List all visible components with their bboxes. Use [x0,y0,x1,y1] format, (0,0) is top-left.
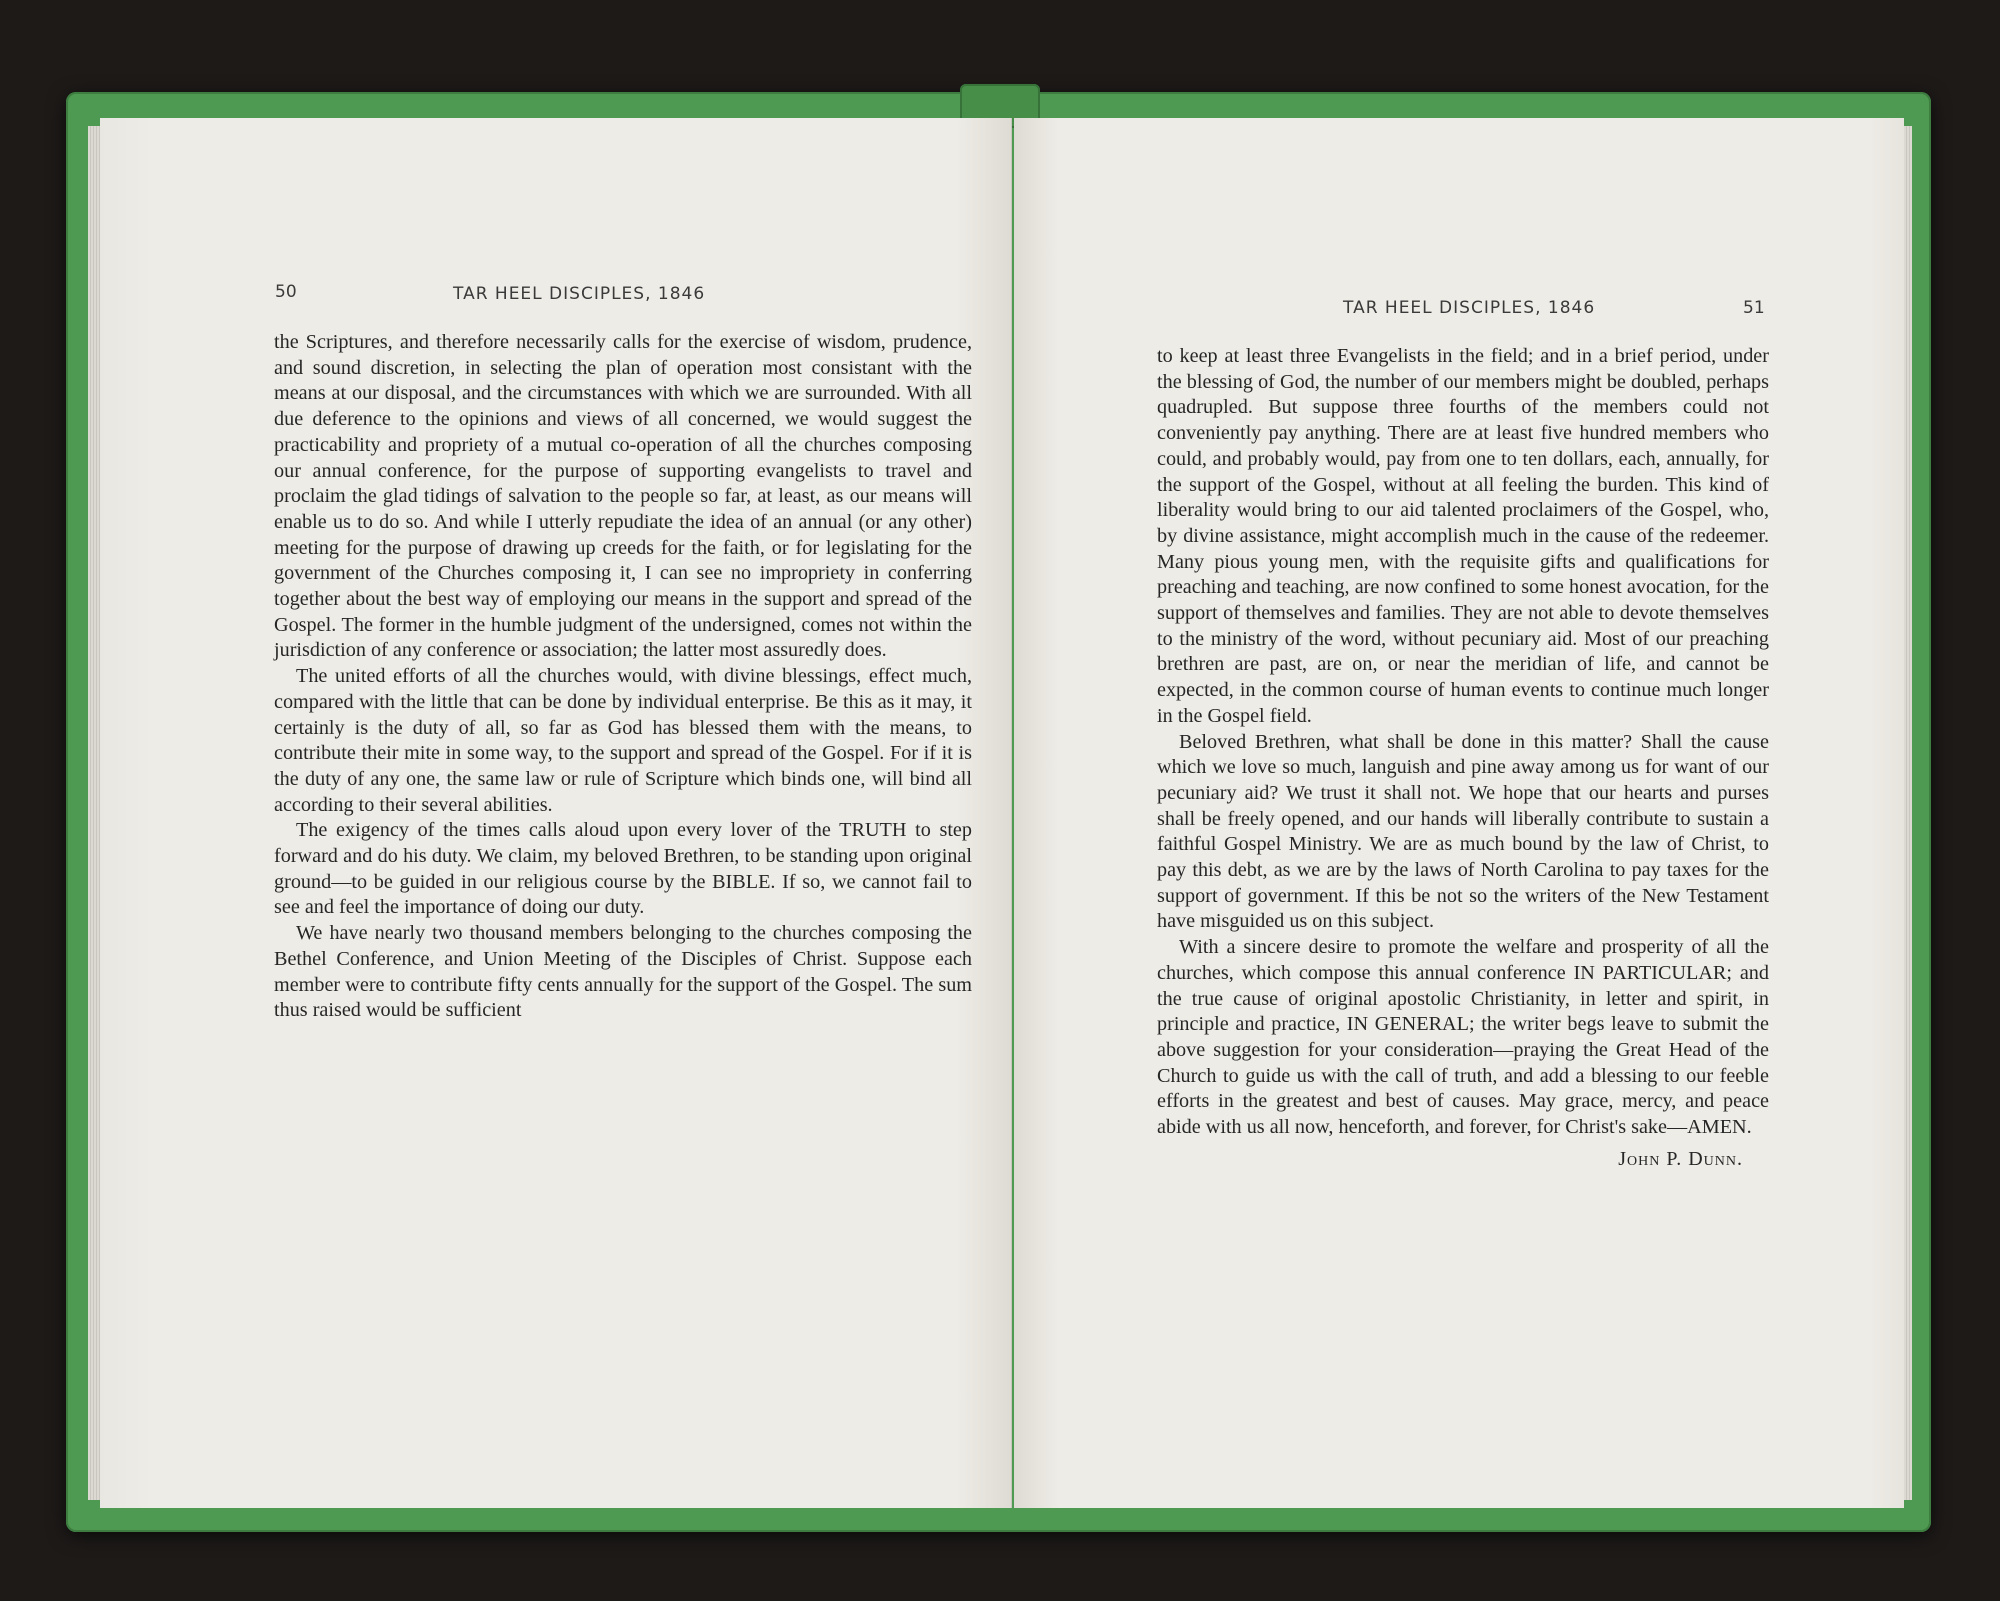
left-paragraph-3: The exigency of the times calls aloud upon every lover of the TRUTH to step forward and do his duty. We claim, my beloved Brethren, to be standing upon original ground—to be guided in our religious course by the BIBLE. If so, we cannot fail to see and feel the importance of doing our duty. [274,819,972,919]
right-page [1014,118,1904,1508]
left-running-head: TAR HEEL DISCIPLES, 1846 [453,284,706,304]
left-page [100,118,1012,1508]
left-text-block [274,330,972,1024]
left-page-number: 50 [275,282,297,302]
right-running-head: TAR HEEL DISCIPLES, 1846 [1343,298,1596,318]
right-text-block [1157,344,1769,1173]
signature: John P. Dunn. [1618,1147,1743,1170]
left-paragraph-1: the Scriptures, and therefore necessarily calls for the exercise of wisdom, prudence, and sound discretion, in selecting the plan of operation most consistant with the means at our disposal, and the circumstances with which we are surrounded. With all due deference to the opinions and views of all concerned, we would suggest the practicability and propriety of a mutual co-operation of all the churches composing our annual conference, for the purpose of supporting evangelists to travel and proclaim the glad tidings of salvation to the people so far, at least, as our means will enable us to do so. And while I utterly repudiate the idea of an annual (or any other) meeting for the purpose of drawing up creeds for the faith, or for legislating for the government of the Churches composing it, I can see no impropriety in conferring together about the best way of employing our means in the support and spread of the Gospel. The former in the humble judgment of the undersigned, comes not within the jurisdiction of any conference or association; the latter most assuredly does. [274,331,972,662]
right-paragraph-2: Beloved Brethren, what shall be done in this matter? Shall the cause which we love so much, languish and pine away among us for want of our pecuniary aid? We trust it shall not. We hope that our hearts and purses shall be freely opened, and our hands will liberally contribute to sustain a faithful Gospel Ministry. We are as much bound by the law of Christ, to pay this debt, as we are by the laws of North Carolina to pay taxes for the support of government. If this be not so the writers of the New Testament have misguided us on this subject. [1157,730,1769,933]
right-paragraph-3: With a sincere desire to promote the welfare and prosperity of all the churches, which compose this annual conference IN PARTICULAR; and the true cause of original apostolic Christianity, in letter and spirit, in principle and practice, IN GENERAL; the writer begs leave to submit the above suggestion for your consideration—praying the Great Head of the Church to guide us with the call of truth, and add a blessing to our feeble efforts in the greatest and best of causes. May grace, mercy, and peace abide with us all now, henceforth, and forever, for Christ's sake—AMEN. [1157,936,1769,1139]
left-paragraph-4: We have nearly two thousand members belonging to the churches composing the Bethel Conference, and Union Meeting of the Disciples of Christ. Suppose each member were to contribute fifty cents annually for the support of the Gospel. The sum thus raised would be sufficient [274,922,972,1022]
right-page-number: 51 [1743,298,1765,318]
right-paragraph-1: to keep at least three Evangelists in the field; and in a brief period, under the blessing of God, the number of our members might be doubled, perhaps quadrupled. But suppose three fourths of the members could not conveniently pay anything. There are at least five hundred members who could, and probably would, pay from one to ten dollars, each, annually, for the support of the Gospel, without at all feeling the burden. This kind of liberality would bring to our aid talented proclaimers of the Gospel, who, by divine assistance, might accomplish much in the cause of the redeemer. Many pious young men, with the requisite gifts and qualifications for preaching and teaching, are now confined to some honest avocation, for the support of themselves and families. They are not able to devote themselves to the ministry of the word, without pecuniary aid. Most of our preaching brethren are past, are on, or near the meridian of life, and cannot be expected, in the common course of human events to continue much longer in the Gospel field. [1157,345,1769,727]
left-paragraph-2: The united efforts of all the churches would, with divine blessings, effect much, compared with the little that can be done by individual enterprise. Be this as it may, it certainly is the duty of all, so far as God has blessed them with the means, to contribute their mite in some way, to the support and spread of the Gospel. For if it is the duty of any one, the same law or rule of Scripture which binds one, will bind all according to their several abilities. [274,665,972,816]
